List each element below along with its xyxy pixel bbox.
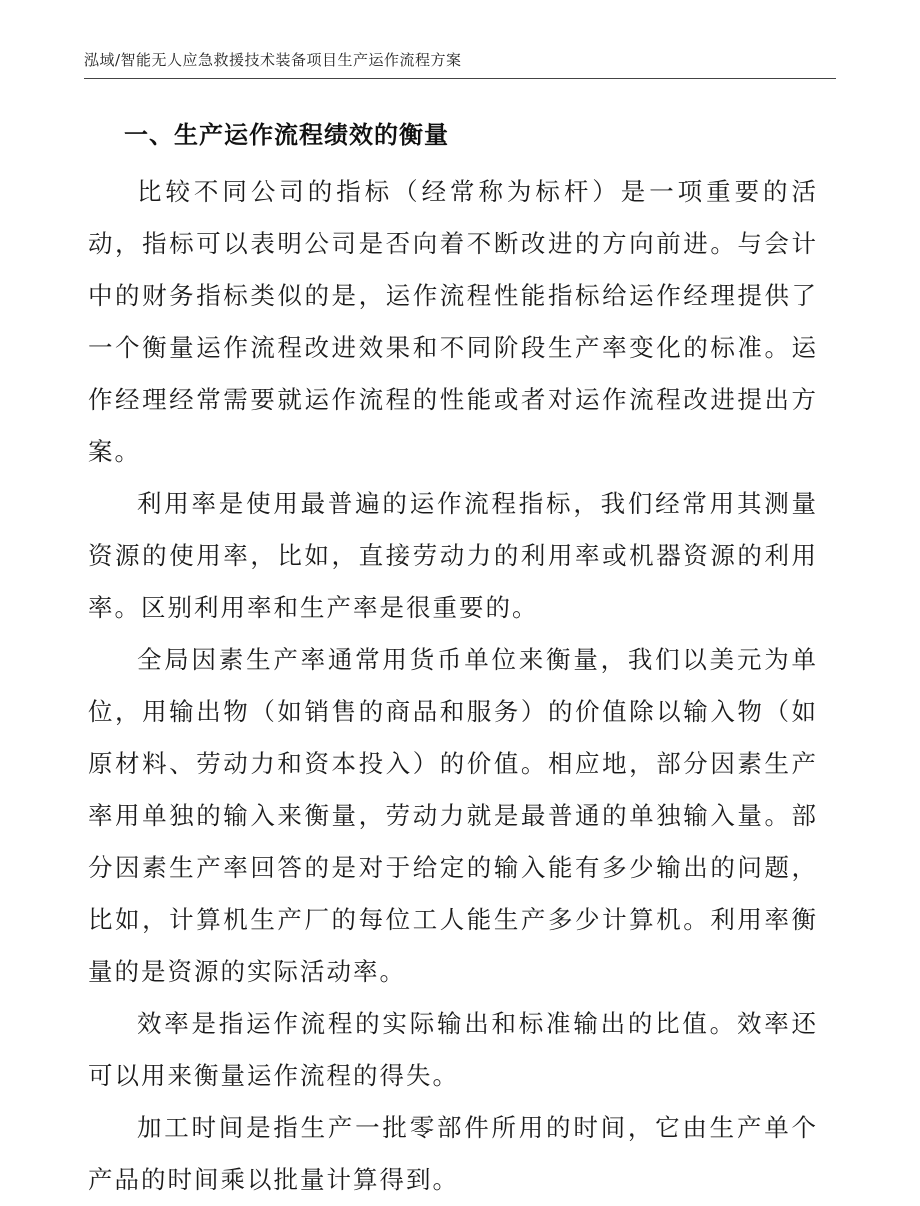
section-heading: 一、生产运作流程绩效的衡量 [124,121,449,149]
paragraph-utilization: 利用率是使用最普遍的运作流程指标，我们经常用其测量资源的使用率，比如，直接劳动力的利用率或机器资源的利用率。区别利用率和生产率是很重要的。 [88,489,818,622]
paragraph-benchmarking: 比较不同公司的指标（经常称为标杆）是一项重要的活动，指标可以表明公司是否向着不断改进的方向前进。与会计中的财务指标类似的是，运作流程性能指标给运作经理提供了一个衡量运作流程改进效果和不同阶段生产率变化的标准。运作经理经常需要就运作流程的性能或者对运作流程改进提出方案。 [88,177,818,466]
paragraph-productivity: 全局因素生产率通常用货币单位来衡量，我们以美元为单位，用输出物（如销售的商品和服务）的价值除以输入物（如原材料、劳动力和资本投入）的价值。相应地，部分因素生产率用单独的输入来衡量，劳动力就是最普通的单独输入量。部分因素生产率回答的是对于给定的输入能有多少输出的问题，比如，计算机生产厂的每位工人能生产多少计算机。利用率衡量的是资源的实际活动率。 [88,645,818,986]
paragraph-efficiency: 效率是指运作流程的实际输出和标准输出的比值。效率还可以用来衡量运作流程的得失。 [88,1009,818,1090]
header-divider [84,78,836,79]
document-body [88,166,818,1206]
page-header-title: 泓域/智能无人应急救援技术装备项目生产运作流程方案 [84,51,462,69]
paragraph-processing-time: 加工时间是指生产一批零部件所用的时间，它由生产单个产品的时间乘以批量计算得到。 [88,1113,818,1194]
